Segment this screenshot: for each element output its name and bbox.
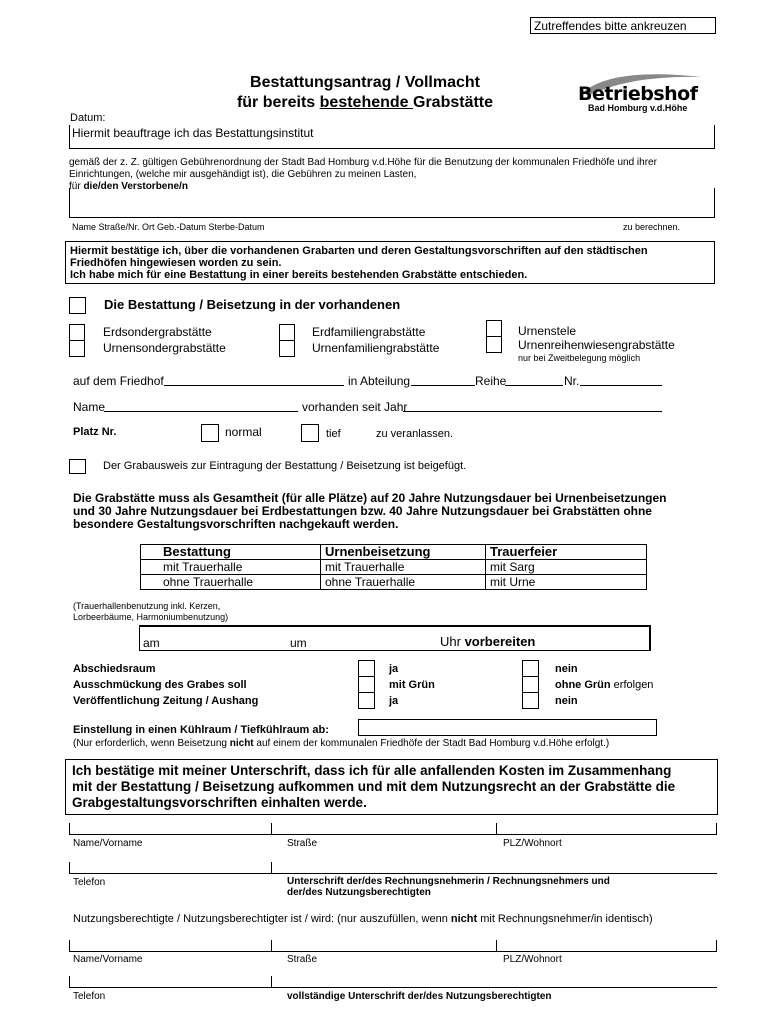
top-note-box	[530, 17, 716, 34]
urnenfamilien-label: Urnenfamiliengrabstätte	[312, 341, 440, 355]
confirm-text: Hiermit bestätige ich, über die vorhandenen Grabarten und deren Gestaltungsvorschriften auf den städtischen Friedhöfen hingewiesen worden zu sein. Ich habe mich für eine Bestattung in einer bereits bestehenden Grabstätte entschieden.	[70, 245, 648, 281]
gruen-ja-checkbox[interactable]	[358, 676, 375, 693]
holder-line-2	[69, 987, 717, 988]
veranlassen-label: zu veranlassen.	[376, 428, 454, 440]
holder-tick	[496, 940, 497, 952]
page-title: Bestattungsantrag / Vollmacht für bereits bestehende Grabstätte	[236, 74, 494, 111]
vorhandene-checkbox[interactable]	[69, 297, 86, 314]
holder-signature-label: vollständige Unterschrift der/des Nutzungsberechtigten	[287, 991, 552, 1002]
payer-telefon-label: Telefon	[73, 877, 106, 888]
duration-text: Die Grabstätte muss als Gesamtheit (für alle Plätze) auf 20 Jahre Nutzungsdauer bei Urnenbeisetzungen und 30 Jahre Nutzungsdauer bei Erdbestattungen bzw. 40 Jahre Nutzungsdauer bei Grabstätten ohne besondere Gestaltungsvorschriften nachgekauft werden.	[73, 491, 667, 531]
holder-tick	[271, 940, 272, 952]
payer-plz-label: PLZ/Wohnort	[503, 838, 562, 849]
um-label: um	[290, 636, 307, 650]
payer-signature-label: Unterschrift der/des Rechnungsnehmerin / Rechnungsnehmers und der/des Nutzungsberechtigten	[287, 876, 610, 898]
no-options: nein ohne Grün erfolgen nein	[555, 663, 654, 707]
reihe-input[interactable]	[505, 385, 563, 386]
nr-input[interactable]	[580, 385, 662, 386]
urnenreihen-checkbox[interactable]	[486, 336, 502, 353]
vorhanden-label: vorhanden seit Jahr	[302, 400, 408, 414]
holder-intro: Nutzungsberechtigte / Nutzungsberechtigter ist / wird: (nur auszufüllen, wenn nicht mit Rechnungsnehmer/in identisch)	[73, 913, 653, 925]
holder-tick	[69, 976, 70, 988]
abteilung-input[interactable]	[411, 385, 475, 386]
option-cell[interactable]: ohne Trauerhalle	[321, 575, 486, 590]
grabausweis-checkbox[interactable]	[69, 459, 86, 474]
payer-tick	[271, 823, 272, 835]
am-label: am	[143, 636, 160, 650]
friedhof-input[interactable]	[164, 385, 344, 386]
erdsonder-label: Erdsondergrabstätte	[103, 325, 212, 339]
option-cell[interactable]: mit Sarg	[486, 560, 647, 575]
section-heading: Die Bestattung / Beisetzung in der vorhandenen	[104, 297, 401, 312]
datum-label: Datum:	[70, 112, 106, 124]
kuehlraum-input[interactable]	[358, 719, 657, 736]
options-table	[140, 544, 647, 590]
zeitung-ja-checkbox[interactable]	[358, 692, 375, 709]
erdsonder-checkbox[interactable]	[69, 324, 85, 341]
holder-line	[69, 951, 717, 952]
option-cell[interactable]: ohne Trauerhalle	[141, 575, 321, 590]
fee-text: gemäß der z. Z. gültigen Gebührenordnung der Stadt Bad Homburg v.d.Höhe für die Benutzung der kommunalen Friedhöfe und ihrer Einrichtungen, (welche mir ausgehändigt ist), die Gebühren zu meinen Lasten, für die/den Verstorbene/n	[69, 157, 657, 192]
payer-tick	[69, 823, 70, 835]
urnenreihen-label: Urnenreihenwiesengrabstätte	[518, 338, 675, 352]
option-cell[interactable]: mit Trauerhalle	[321, 560, 486, 575]
deceased-field[interactable]	[69, 188, 715, 218]
option-cell[interactable]: mit Urne	[486, 575, 647, 590]
betriebshof-logo	[572, 65, 710, 115]
payer-tick	[716, 823, 717, 835]
payer-tick	[496, 823, 497, 835]
erdfamilien-checkbox[interactable]	[279, 324, 295, 341]
payer-line	[69, 834, 717, 835]
erdfamilien-label: Erdfamiliengrabstätte	[312, 325, 426, 339]
urnenstele-checkbox[interactable]	[486, 320, 502, 337]
urnenreihen-note: nur bei Zweitbelegung möglich	[518, 353, 641, 363]
payer-tick	[69, 862, 70, 874]
yes-options: ja mit Grün ja	[389, 663, 435, 707]
normal-label: normal	[225, 425, 262, 439]
reihe-label: Reihe	[475, 374, 507, 388]
urnenstele-label: Urnenstele	[518, 324, 577, 338]
zeitung-nein-checkbox[interactable]	[522, 692, 539, 709]
holder-tick	[69, 940, 70, 952]
friedhof-label: auf dem Friedhof	[73, 374, 164, 388]
deceased-fields-label: Name Straße/Nr. Ort Geb.-Datum Sterbe-Datum	[72, 222, 265, 232]
kuehlraum-note: (Nur erforderlich, wenn Beisetzung nicht auf einem der kommunalen Friedhöfe der Stadt Bad Homburg v.d.Höhe erfolgt.)	[73, 738, 610, 749]
tief-label: tief	[326, 428, 341, 440]
logo-sub: Bad Homburg v.d.Höhe	[588, 103, 688, 113]
name-input[interactable]	[104, 411, 298, 412]
holder-tick	[716, 940, 717, 952]
header-urnenbeisetzung: Urnenbeisetzung	[321, 545, 486, 560]
datetime-field[interactable]	[139, 625, 651, 651]
payer-strasse-label: Straße	[287, 838, 318, 849]
payer-line-2	[69, 873, 717, 874]
holder-tick	[271, 976, 272, 988]
abschied-ja-checkbox[interactable]	[358, 660, 375, 677]
top-note: Zutreffendes bitte ankreuzen	[534, 19, 687, 33]
payer-name-label: Name/Vorname	[73, 838, 143, 849]
option-cell[interactable]: mit Trauerhalle	[141, 560, 321, 575]
abschied-nein-checkbox[interactable]	[522, 660, 539, 677]
abschied-labels: Abschiedsraum Ausschmückung des Grabes soll Veröffentlichung Zeitung / Aushang	[73, 663, 259, 707]
payer-tick	[271, 862, 272, 874]
urnenfamilien-checkbox[interactable]	[279, 340, 295, 357]
holder-name-label: Name/Vorname	[73, 954, 143, 965]
kuehlraum-label: Einstellung in einen Kühlraum / Tiefkühlraum ab:	[73, 724, 329, 736]
header-bestattung: Bestattung	[141, 545, 321, 560]
urnensonder-checkbox[interactable]	[69, 340, 85, 357]
urnensonder-label: Urnensondergrabstätte	[103, 341, 226, 355]
header-trauerfeier: Trauerfeier	[486, 545, 647, 560]
institute-text: Hiermit beauftrage ich das Bestattungsinstitut	[72, 126, 314, 140]
tief-checkbox[interactable]	[301, 424, 319, 442]
name-label: Name	[73, 400, 106, 414]
logo-name: Betriebshof	[578, 83, 698, 105]
platz-label: Platz Nr.	[73, 426, 117, 438]
holder-plz-label: PLZ/Wohnort	[503, 954, 562, 965]
abteilung-label: in Abteilung	[348, 374, 411, 388]
normal-checkbox[interactable]	[201, 424, 219, 442]
trauerhalle-note: (Trauerhallenbenutzung inkl. Kerzen, Lorbeerbäume, Harmoniumbenutzung)	[73, 601, 229, 622]
zu-berechnen: zu berechnen.	[623, 222, 681, 232]
cost-text: Ich bestätige mit meiner Unterschrift, dass ich für alle anfallenden Kosten im Zusammenhang mit der Bestattung / Beisetzung aufkommen und mit dem Nutzungsrecht an der Grabstätte die Grabgestaltungsvorschriften einhalten werde.	[72, 763, 676, 810]
grabausweis-text: Der Grabausweis zur Eintragung der Bestattung / Beisetzung ist beigefügt.	[103, 460, 467, 472]
holder-strasse-label: Straße	[287, 954, 318, 965]
uhr-label: Uhr vorbereiten	[440, 634, 536, 649]
nr-label: Nr.	[564, 374, 580, 388]
gruen-nein-checkbox[interactable]	[522, 676, 539, 693]
holder-telefon-label: Telefon	[73, 991, 106, 1002]
vorhanden-input[interactable]	[403, 411, 662, 412]
